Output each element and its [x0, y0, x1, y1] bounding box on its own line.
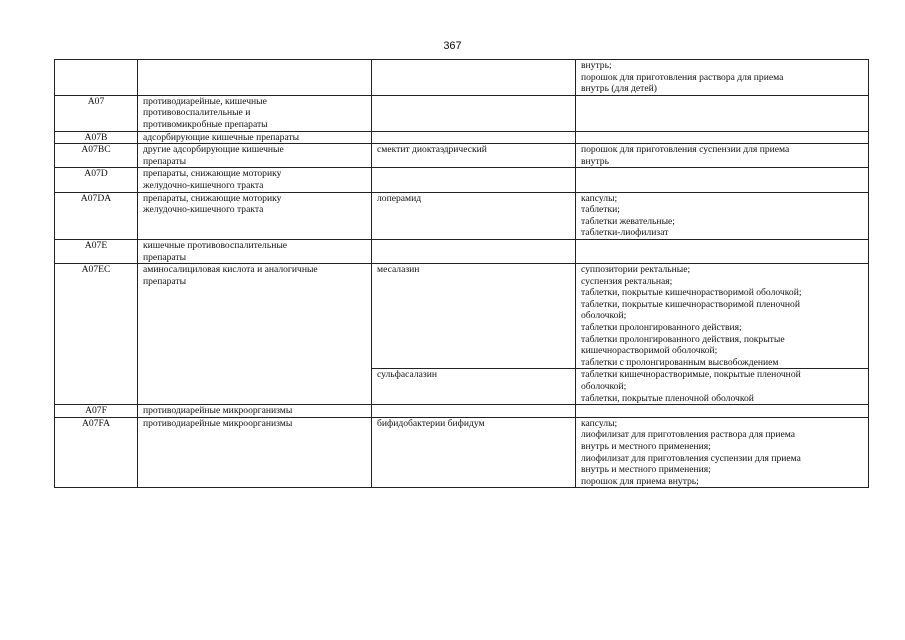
- dosage-form-line: порошок для приготовления раствора для приема: [581, 71, 784, 83]
- group-name-line: противодиарейные микроорганизмы: [143, 417, 293, 429]
- group-name-line: препараты, снижающие моторику: [143, 168, 282, 180]
- drug-table-body: [55, 60, 869, 488]
- dosage-form-line: лиофилизат для приготовления раствора для приема: [581, 429, 795, 441]
- substance-name: [372, 405, 576, 418]
- dosage-form-line: таблетки пролонгированного действия, покрытые: [581, 333, 785, 345]
- table-row: [55, 264, 869, 369]
- group-name-line: противомикробные препараты: [143, 118, 268, 130]
- table-row: [55, 60, 869, 96]
- substance-name: [372, 239, 576, 263]
- page-number: 367: [443, 40, 462, 52]
- atc-code: A07FA: [55, 417, 138, 488]
- table-row: [55, 168, 869, 192]
- dosage-forms: [576, 144, 869, 168]
- substance-name: [372, 95, 576, 131]
- group-name: [138, 192, 372, 239]
- group-name-line: противовоспалительные и: [143, 107, 251, 119]
- dosage-form-line: таблетки пролонгированного действия;: [581, 322, 742, 334]
- atc-code: A07D: [55, 168, 138, 192]
- dosage-form-line: таблетки;: [581, 204, 620, 216]
- atc-code: A07EC: [55, 264, 138, 405]
- dosage-form-line: оболочкой;: [581, 381, 627, 393]
- dosage-forms: [576, 192, 869, 239]
- dosage-form-line: таблетки кишечнорастворимые, покрытые пленочной: [581, 369, 801, 381]
- dosage-form-line: внутрь (для детей): [581, 83, 657, 95]
- group-name-line: желудочно-кишечного тракта: [143, 204, 264, 216]
- dosage-form-line: капсулы;: [581, 417, 618, 429]
- group-name-line: противодиарейные, кишечные: [143, 95, 267, 107]
- atc-code: [55, 60, 138, 96]
- atc-code: A07DA: [55, 192, 138, 239]
- group-name: [138, 144, 372, 168]
- group-name-line: препараты: [143, 251, 187, 263]
- substance-name: сульфасалазин: [372, 369, 576, 405]
- table-row: [55, 417, 869, 488]
- dosage-form-line: внутрь и местного применения;: [581, 441, 711, 452]
- group-name: [138, 264, 372, 405]
- dosage-form-line: таблетки, покрытые пленочной оболочкой: [581, 392, 754, 404]
- dosage-form-line: таблетки, покрытые кишечнорастворимой оболочкой;: [581, 287, 802, 299]
- substance-name: лоперамид: [372, 192, 576, 239]
- group-name-line: желудочно-кишечного тракта: [143, 179, 264, 191]
- substance-name: смектит диоктаэдрический: [372, 144, 576, 168]
- dosage-form-line: кишечнорастворимой оболочкой;: [581, 345, 718, 357]
- substance-name: бифидобактерии бифидум: [372, 417, 576, 488]
- dosage-forms: [576, 95, 869, 131]
- table-row: [55, 131, 869, 144]
- substance-name: месалазин: [372, 264, 576, 369]
- group-name-line: кишечные противовоспалительные: [143, 239, 288, 251]
- dosage-form-line: таблетки с пролонгированным высвобождением: [581, 356, 779, 368]
- dosage-form-line: внутрь;: [581, 60, 612, 71]
- dosage-forms: [576, 168, 869, 192]
- dosage-forms: [576, 417, 869, 488]
- group-name: [138, 60, 372, 96]
- table-row: [55, 144, 869, 168]
- substance-name: [372, 168, 576, 192]
- table-row: [55, 405, 869, 418]
- substance-name: [372, 60, 576, 96]
- group-name-line: аминосалициловая кислота и аналогичные: [143, 264, 318, 276]
- atc-code: A07F: [55, 405, 138, 418]
- group-name: [138, 239, 372, 263]
- drug-table: [54, 59, 869, 488]
- dosage-form-line: порошок для приема внутрь;: [581, 475, 699, 487]
- group-name: [138, 168, 372, 192]
- atc-code: A07BC: [55, 144, 138, 168]
- dosage-forms: [576, 369, 869, 405]
- group-name: [138, 95, 372, 131]
- table-row: [55, 192, 869, 239]
- dosage-form-line: суспензия ректальная;: [581, 275, 673, 287]
- dosage-form-line: таблетки жевательные;: [581, 215, 675, 227]
- dosage-form-line: таблетки, покрытые кишечнорастворимой пленочной: [581, 298, 800, 310]
- dosage-forms: [576, 60, 869, 96]
- dosage-form-line: суппозитории ректальные;: [581, 264, 691, 276]
- group-name-line: препараты: [143, 275, 187, 287]
- atc-code: A07B: [55, 131, 138, 144]
- table-row: [55, 95, 869, 131]
- group-name-line: препараты, снижающие моторику: [143, 192, 282, 204]
- group-name-line: адсорбирующие кишечные препараты: [143, 131, 300, 143]
- dosage-form-line: порошок для приготовления суспензии для приема: [581, 144, 790, 156]
- group-name: [138, 417, 372, 488]
- atc-code: A07: [55, 95, 138, 131]
- group-name-line: препараты: [143, 155, 187, 167]
- dosage-form-line: таблетки-лиофилизат: [581, 227, 669, 239]
- dosage-form-line: оболочкой;: [581, 310, 627, 322]
- group-name: [138, 131, 372, 144]
- dosage-forms: [576, 264, 869, 369]
- dosage-form-line: лиофилизат для приготовления суспензии для приема: [581, 452, 801, 464]
- dosage-form-line: внутрь: [581, 155, 609, 167]
- substance-name: [372, 131, 576, 144]
- group-name-line: противодиарейные микроорганизмы: [143, 405, 293, 417]
- atc-code: A07E: [55, 239, 138, 263]
- dosage-forms: [576, 131, 869, 144]
- dosage-form-line: капсулы;: [581, 192, 618, 204]
- group-name: [138, 405, 372, 418]
- dosage-forms: [576, 239, 869, 263]
- group-name-line: другие адсорбирующие кишечные: [143, 144, 284, 156]
- dosage-form-line: внутрь и местного применения;: [581, 464, 711, 476]
- dosage-forms: [576, 405, 869, 418]
- table-row: [55, 239, 869, 263]
